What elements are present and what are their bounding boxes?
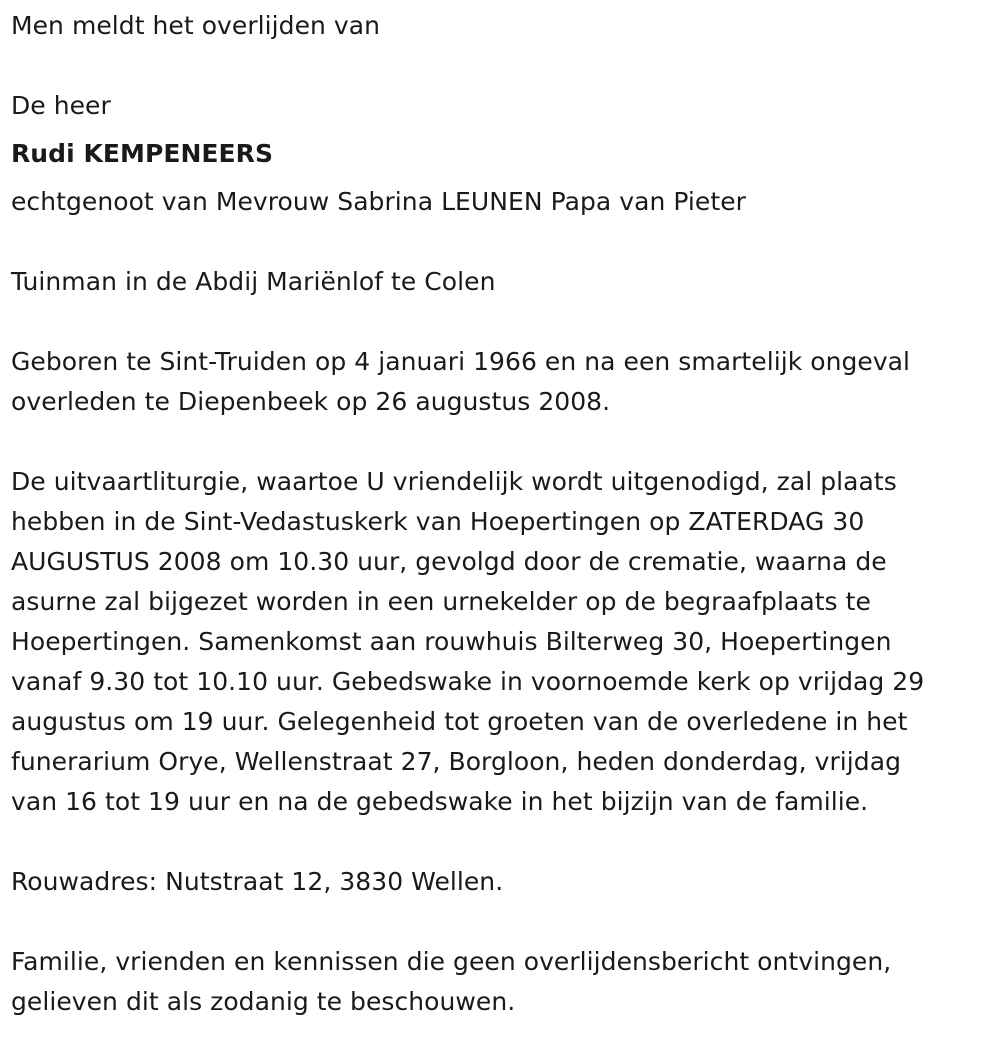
- funeral-line: vanaf 9.30 tot 10.10 uur. Gebedswake in voornoemde kerk op vrijdag 29: [11, 667, 925, 696]
- funeral-line: De uitvaartliturgie, waartoe U vriendelijk wordt uitgenodigd, zal plaats: [11, 467, 897, 496]
- relation-text: echtgenoot van Mevrouw Sabrina LEUNEN Papa van Pieter: [11, 187, 746, 216]
- mourning-address: Rouwadres: Nutstraat 12, 3830 Wellen.: [11, 867, 504, 896]
- funeral-line: asurne zal bijgezet worden in een urnekelder op de begraafplaats te: [11, 587, 871, 616]
- funeral-line: funerarium Orye, Wellenstraat 27, Borgloon, heden donderdag, vrijdag: [11, 747, 901, 776]
- salutation-text: De heer: [11, 91, 111, 120]
- deceased-name: Rudi KEMPENEERS: [11, 139, 274, 168]
- funeral-line: AUGUSTUS 2008 om 10.30 uur, gevolgd door de crematie, waarna de: [11, 547, 887, 576]
- closing-line: gelieven dit als zodanig te beschouwen.: [11, 987, 516, 1016]
- occupation-text: Tuinman in de Abdij Mariënlof te Colen: [11, 267, 496, 296]
- funeral-line: Hoepertingen. Samenkomst aan rouwhuis Bilterweg 30, Hoepertingen: [11, 627, 892, 656]
- birth-death-line: Geboren te Sint-Truiden op 4 januari 1966 en na een smartelijk ongeval: [11, 347, 911, 376]
- funeral-line: hebben in de Sint-Vedastuskerk van Hoepertingen op ZATERDAG 30: [11, 507, 865, 536]
- funeral-line: van 16 tot 19 uur en na de gebedswake in het bijzijn van de familie.: [11, 787, 869, 816]
- intro-text: Men meldt het overlijden van: [11, 11, 381, 40]
- funeral-line: augustus om 19 uur. Gelegenheid tot groeten van de overledene in het: [11, 707, 908, 736]
- birth-death-line: overleden te Diepenbeek op 26 augustus 2008.: [11, 387, 611, 416]
- closing-line: Familie, vrienden en kennissen die geen overlijdensbericht ontvingen,: [11, 947, 892, 976]
